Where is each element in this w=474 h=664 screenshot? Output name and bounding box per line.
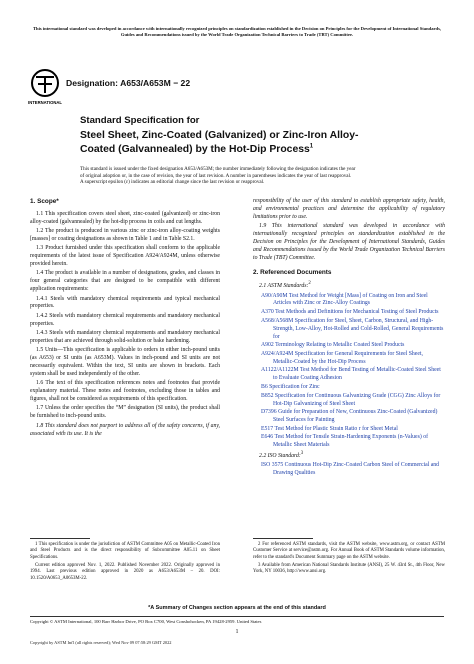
wto-notice: This international standard was developed in accordance with internationally recognized principles on standardization established in the Decision on Principles for the Development of International Standards, Guides and Recommendations issued by the World Trade Organization Technical Barriers to Trade (TBT) Committee. [32, 26, 442, 37]
paragraph: 1.1 This specification covers steel sheet, zinc-coated (galvanized) or zinc-iron alloy-coated (galvannealed) by the hot-dip process in coils and cut lengths. [30, 210, 220, 225]
safety-paragraph: 1.8 This standard does not purport to address all of the safety concerns, if any, associated with its use. It is the [30, 422, 220, 437]
title-footnote-mark[interactable]: 1 [309, 143, 314, 150]
paragraph: 1.4.2 Steels with mandatory chemical requirements and mandatory mechanical properties. [30, 312, 220, 327]
footnote: 1 This specification is under the jurisdiction of ASTM Committee A05 on Metallic-Coated Iron and Steel Products and is the direct responsibility of Subcommittee A05.11 on Sheet Specifications. [30, 542, 220, 560]
designation: Designation: A653/A653M − 22 [66, 78, 191, 88]
paragraph: 1.4.1 Steels with mandatory chemical requirements and typical mechanical properties. [30, 295, 220, 310]
page-number: 1 [235, 629, 239, 635]
reference-item[interactable]: A902 Terminology Relating to Metallic Coated Steel Products [261, 342, 405, 349]
section-heading-referenced-documents: 2. Referenced Documents [253, 268, 332, 276]
copyright-line: Copyright © ASTM International, 100 Barr Harbor Drive, PO Box C700, West Conshohocken, PA 19428-2959. United States [30, 619, 262, 624]
issued-line: of original adoption or, in the case of revision, the year of last revision. A number in parentheses indicates the year of last reapproval. [80, 172, 352, 179]
paragraph: 1.4 The product is available in a number of designations, grades, and classes in four general categories that are designed to be compatible with different application requirements: [30, 270, 220, 293]
footnotes-right [253, 542, 445, 577]
left-column [30, 198, 220, 440]
safety-continuation: responsibility of the user of this standard to establish appropriate safety, health, and environmental practices and determine the applicability of regulatory limitations prior to use. [253, 198, 445, 220]
reference-item[interactable]: E646 Test Method for Tensile Strain-Hardening Exponents (n-Values) of Metallic Sheet Materials [261, 434, 428, 449]
iso-standards-subheading: 2.2 ISO Standard:$^3$ [259, 450, 304, 459]
license-stamp: Copyright by ASTM Int'l (all rights reserved); Wed Nov 09 07:58:29 GMT 2022 [30, 640, 172, 645]
reference-item[interactable]: D7396 Guide for Preparation of New, Continuous Zinc-Coated (Galvanized) Steel Surfaces for Painting [261, 409, 438, 424]
footnote-divider [30, 538, 90, 539]
standard-title [80, 129, 400, 156]
paragraph: 1.5 Units—This specification is applicable to orders in either inch-pound units (as A653) or SI units (as A653M). Values in inch-pound and SI units are not necessarily equivalent. Within the text, SI units are shown in brackets. Each system shall be used independently of the other. [30, 347, 220, 377]
reference-item[interactable]: A924/A924M Specification for General Requirements for Steel Sheet, Metallic-Coated by the Hot-Dip Process [261, 350, 423, 365]
summary-of-changes-note: *A Summary of Changes section appears at the end of this standard [148, 605, 326, 611]
footnote: 3 Available from American National Standards Institute (ANSI), 25 W. 43rd St., 4th Floor, New York, NY 10036, http://www.ansi.org. [253, 562, 445, 575]
paragraph: 1.4.3 Steels with mandatory chemical requirements and mandatory mechanical properties that are achieved through solid-solution or bake hardening. [30, 330, 220, 344]
page-footer-divider [30, 616, 444, 617]
title-line: Coated (Galvannealed) by the Hot-Dip Process$^1$ [80, 143, 314, 155]
footnote: 2 For referenced ASTM standards, visit the ASTM website, www.astm.org, or contact ASTM Customer Service at service@astm.org. For Annual Book of ASTM Standards volume information, refer to the standard's Document Summary page on the ASTM website. [253, 542, 445, 560]
astm-standards-subheading: 2.1 ASTM Standards:$^2$ [259, 281, 311, 290]
issued-note [80, 166, 420, 186]
right-column [253, 198, 445, 479]
paragraph: 1.7 Unless the order specifies the “M” designation (SI units), the product shall be furnished to inch-pound units. [30, 405, 220, 420]
reference-item[interactable]: B852 Specification for Continuous Galvanizing Grade (CGG) Zinc Alloys for Hot-Dip Galvanizing of Steel Sheet [261, 392, 441, 407]
title-line: Steel Sheet, Zinc-Coated (Galvanized) or Zinc-Iron Alloy- [80, 130, 359, 141]
reference-item[interactable]: A370 Test Methods and Definitions for Mechanical Testing of Steel Products [261, 309, 439, 316]
paragraph: 1.6 The text of this specification references notes and footnotes that provide explanatory material. These notes and footnotes, excluding those in tables and figures, shall not be considered as requirements of this specification. [30, 380, 220, 403]
section-heading-scope: 1. Scope* [30, 198, 59, 205]
reference-item[interactable]: B6 Specification for Zinc [261, 383, 320, 390]
footnotes-left [30, 542, 220, 584]
issued-line: This standard is issued under the fixed designation A653/A653M; the number immediately following the designation indicates the year [80, 166, 356, 172]
footnote-divider [253, 538, 313, 539]
reference-item[interactable]: A90/A90M Test Method for Weight [Mass] of Coating on Iron and Steel Articles with Zinc or Zinc-Alloy Coatings [261, 292, 428, 307]
reference-item[interactable]: A1122/A1122M Test Method for Bend Testing of Metallic-Coated Steel Sheet to Evaluate Coating Adhesion [261, 367, 441, 382]
paragraph: 1.3 Product furnished under this specification shall conform to the applicable requirements of the latest issue of Specification A924/A924M, unless otherwise provided herein. [30, 245, 220, 268]
reference-item[interactable]: A568/A568M Specification for Steel, Sheet, Carbon, Structural, and High-Strength, Low-Alloy, Hot-Rolled and Cold-Rolled, General Requirements for [261, 317, 444, 340]
standard-label: Standard Specification for [80, 115, 200, 126]
wto-paragraph: 1.9 This international standard was developed in accordance with internationally recognized principles on standardization established in the Decision on Principles for the Development of International Standards, Guides and Recommendations issued by the World Trade Organization Technical Barriers to Trade (TBT) Committee. [253, 223, 445, 261]
logo-text: INTERNATIONAL [28, 100, 62, 105]
reference-item[interactable]: E517 Test Method for Plastic Strain Ratio r for Sheet Metal [261, 425, 398, 432]
astm-logo-icon [30, 68, 60, 108]
footnote: Current edition approved Nov. 1, 2022. Published November 2022. Originally approved in 1994. Last previous edition approved in 2020 as A653/A653M – 20. DOI: 10.1520/A0653_A0653M-22. [30, 562, 220, 581]
paragraph: 1.2 The product is produced in various zinc or zinc-iron alloy-coating weights [masses] or coating designations as shown in Table 1 and in Table S2.1. [30, 228, 220, 242]
issued-line: A superscript epsilon (ε) indicates an editorial change since the last revision or reapproval. [80, 179, 265, 186]
reference-item[interactable]: ISO 3575 Continuous Hot-Dip Zinc-Coated Carbon Steel of Commercial and Drawing Qualities [261, 462, 440, 477]
